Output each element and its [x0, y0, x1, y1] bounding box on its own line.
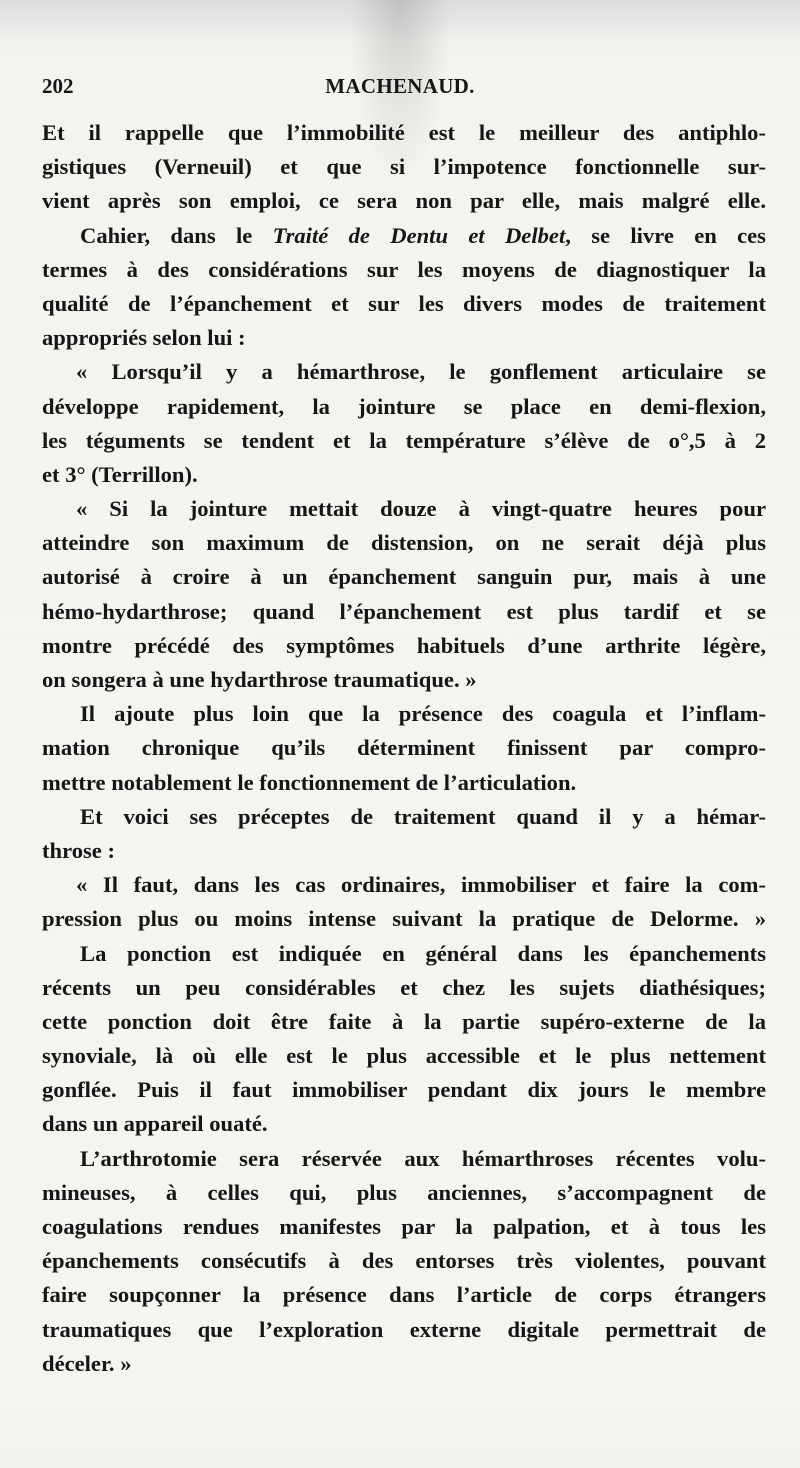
text-line: mettre notablement le fonctionnement de l’articulation. — [42, 769, 577, 795]
text-line: coagulations rendues manifestes par la palpation, et à tous les — [42, 1214, 766, 1239]
text-line: vient après son emploi, ce sera non par elle, mais malgré elle. — [42, 188, 766, 214]
text-line: L’arthrotomie sera réservée aux hémarthroses récentes volu- — [80, 1145, 766, 1171]
text-line: récents un peu considérables et chez les sujets diathésiques; — [42, 974, 766, 1000]
text-line: épanchements consécutifs à des entorses très violentes, pouvant — [42, 1248, 766, 1274]
text-line: traumatiques que l’exploration externe digitale permettrait de — [42, 1316, 766, 1342]
text-line: gistiques (Verneuil) et que si l’impotence fonctionnelle sur- — [42, 154, 766, 180]
text-line: hémo-hydarthrose; quand l’épanchement est plus tardif et se — [42, 598, 766, 624]
text-line: « Il faut, dans les cas ordinaires, immobiliser et faire la com- — [76, 872, 766, 898]
text-line: « Si la jointure mettait douze à vingt-quatre heures pour — [76, 496, 766, 522]
book-title: Traité de Dentu et Delbet — [272, 222, 566, 248]
text-line: qualité de l’épanchement et sur les divers modes de traitement — [42, 290, 766, 316]
text-line: on songera à une hydarthrose traumatique. » — [42, 667, 477, 692]
text-line: autorisé à croire à un épanchement sanguin pur, mais à une — [42, 564, 766, 590]
text-line: développe rapidement, la jointure se place en demi-flexion, — [42, 393, 766, 419]
text-line: pression plus ou moins intense suivant la pratique de Delorme. » — [42, 906, 766, 932]
text-line: atteindre son maximum de distension, on ne serait déjà plus — [42, 530, 766, 556]
text-line: mation chronique qu’ils déterminent finissent par compro- — [42, 735, 766, 761]
page-header — [42, 74, 758, 104]
text-line: gonflée. Puis il faut immobiliser pendant dix jours le membre — [42, 1077, 766, 1103]
text-line: appropriés selon lui : — [42, 325, 246, 351]
page-number: 202 — [42, 74, 74, 98]
text-line: Et il rappelle que l’immobilité est le meilleur des antiphlo- — [42, 120, 766, 145]
text-line: Et voici ses préceptes de traitement quand il y a hémar- — [80, 803, 766, 829]
text-line: dans un appareil ouaté. — [42, 1111, 268, 1137]
text-line: cette ponction doit être faite à la partie supéro-externe de la — [42, 1008, 766, 1034]
text-line: faire soupçonner la présence dans l’article de corps étrangers — [42, 1282, 766, 1308]
text-line: termes à des considérations sur les moyens de diagnostiquer la — [42, 256, 766, 282]
text-line: throse : — [42, 837, 115, 863]
text-line: Cahier, dans le Traité de Dentu et Delbet, se livre en ces — [80, 222, 766, 248]
body-text — [42, 116, 766, 1381]
text-line: synoviale, là où elle est le plus accessible et le plus nettement — [42, 1043, 766, 1069]
text-line: montre précédé des symptômes habituels d’une arthrite légère, — [42, 632, 766, 658]
text-line: La ponction est indiquée en général dans les épanchements — [80, 940, 766, 966]
text-line: déceler. » — [42, 1350, 132, 1376]
text-line: et 3° (Terrillon). — [42, 461, 198, 487]
text-line: Il ajoute plus loin que la présence des coagula et l’inflam- — [80, 701, 766, 727]
text-line: « Lorsqu’il y a hémarthrose, le gonflement articulaire se — [76, 359, 766, 385]
text-line: les téguments se tendent et la température s’élève de o°,5 à 2 — [42, 427, 766, 453]
running-title: MACHENAUD. — [325, 74, 475, 98]
text-line: mineuses, à celles qui, plus anciennes, s’accompagnent de — [42, 1179, 766, 1205]
